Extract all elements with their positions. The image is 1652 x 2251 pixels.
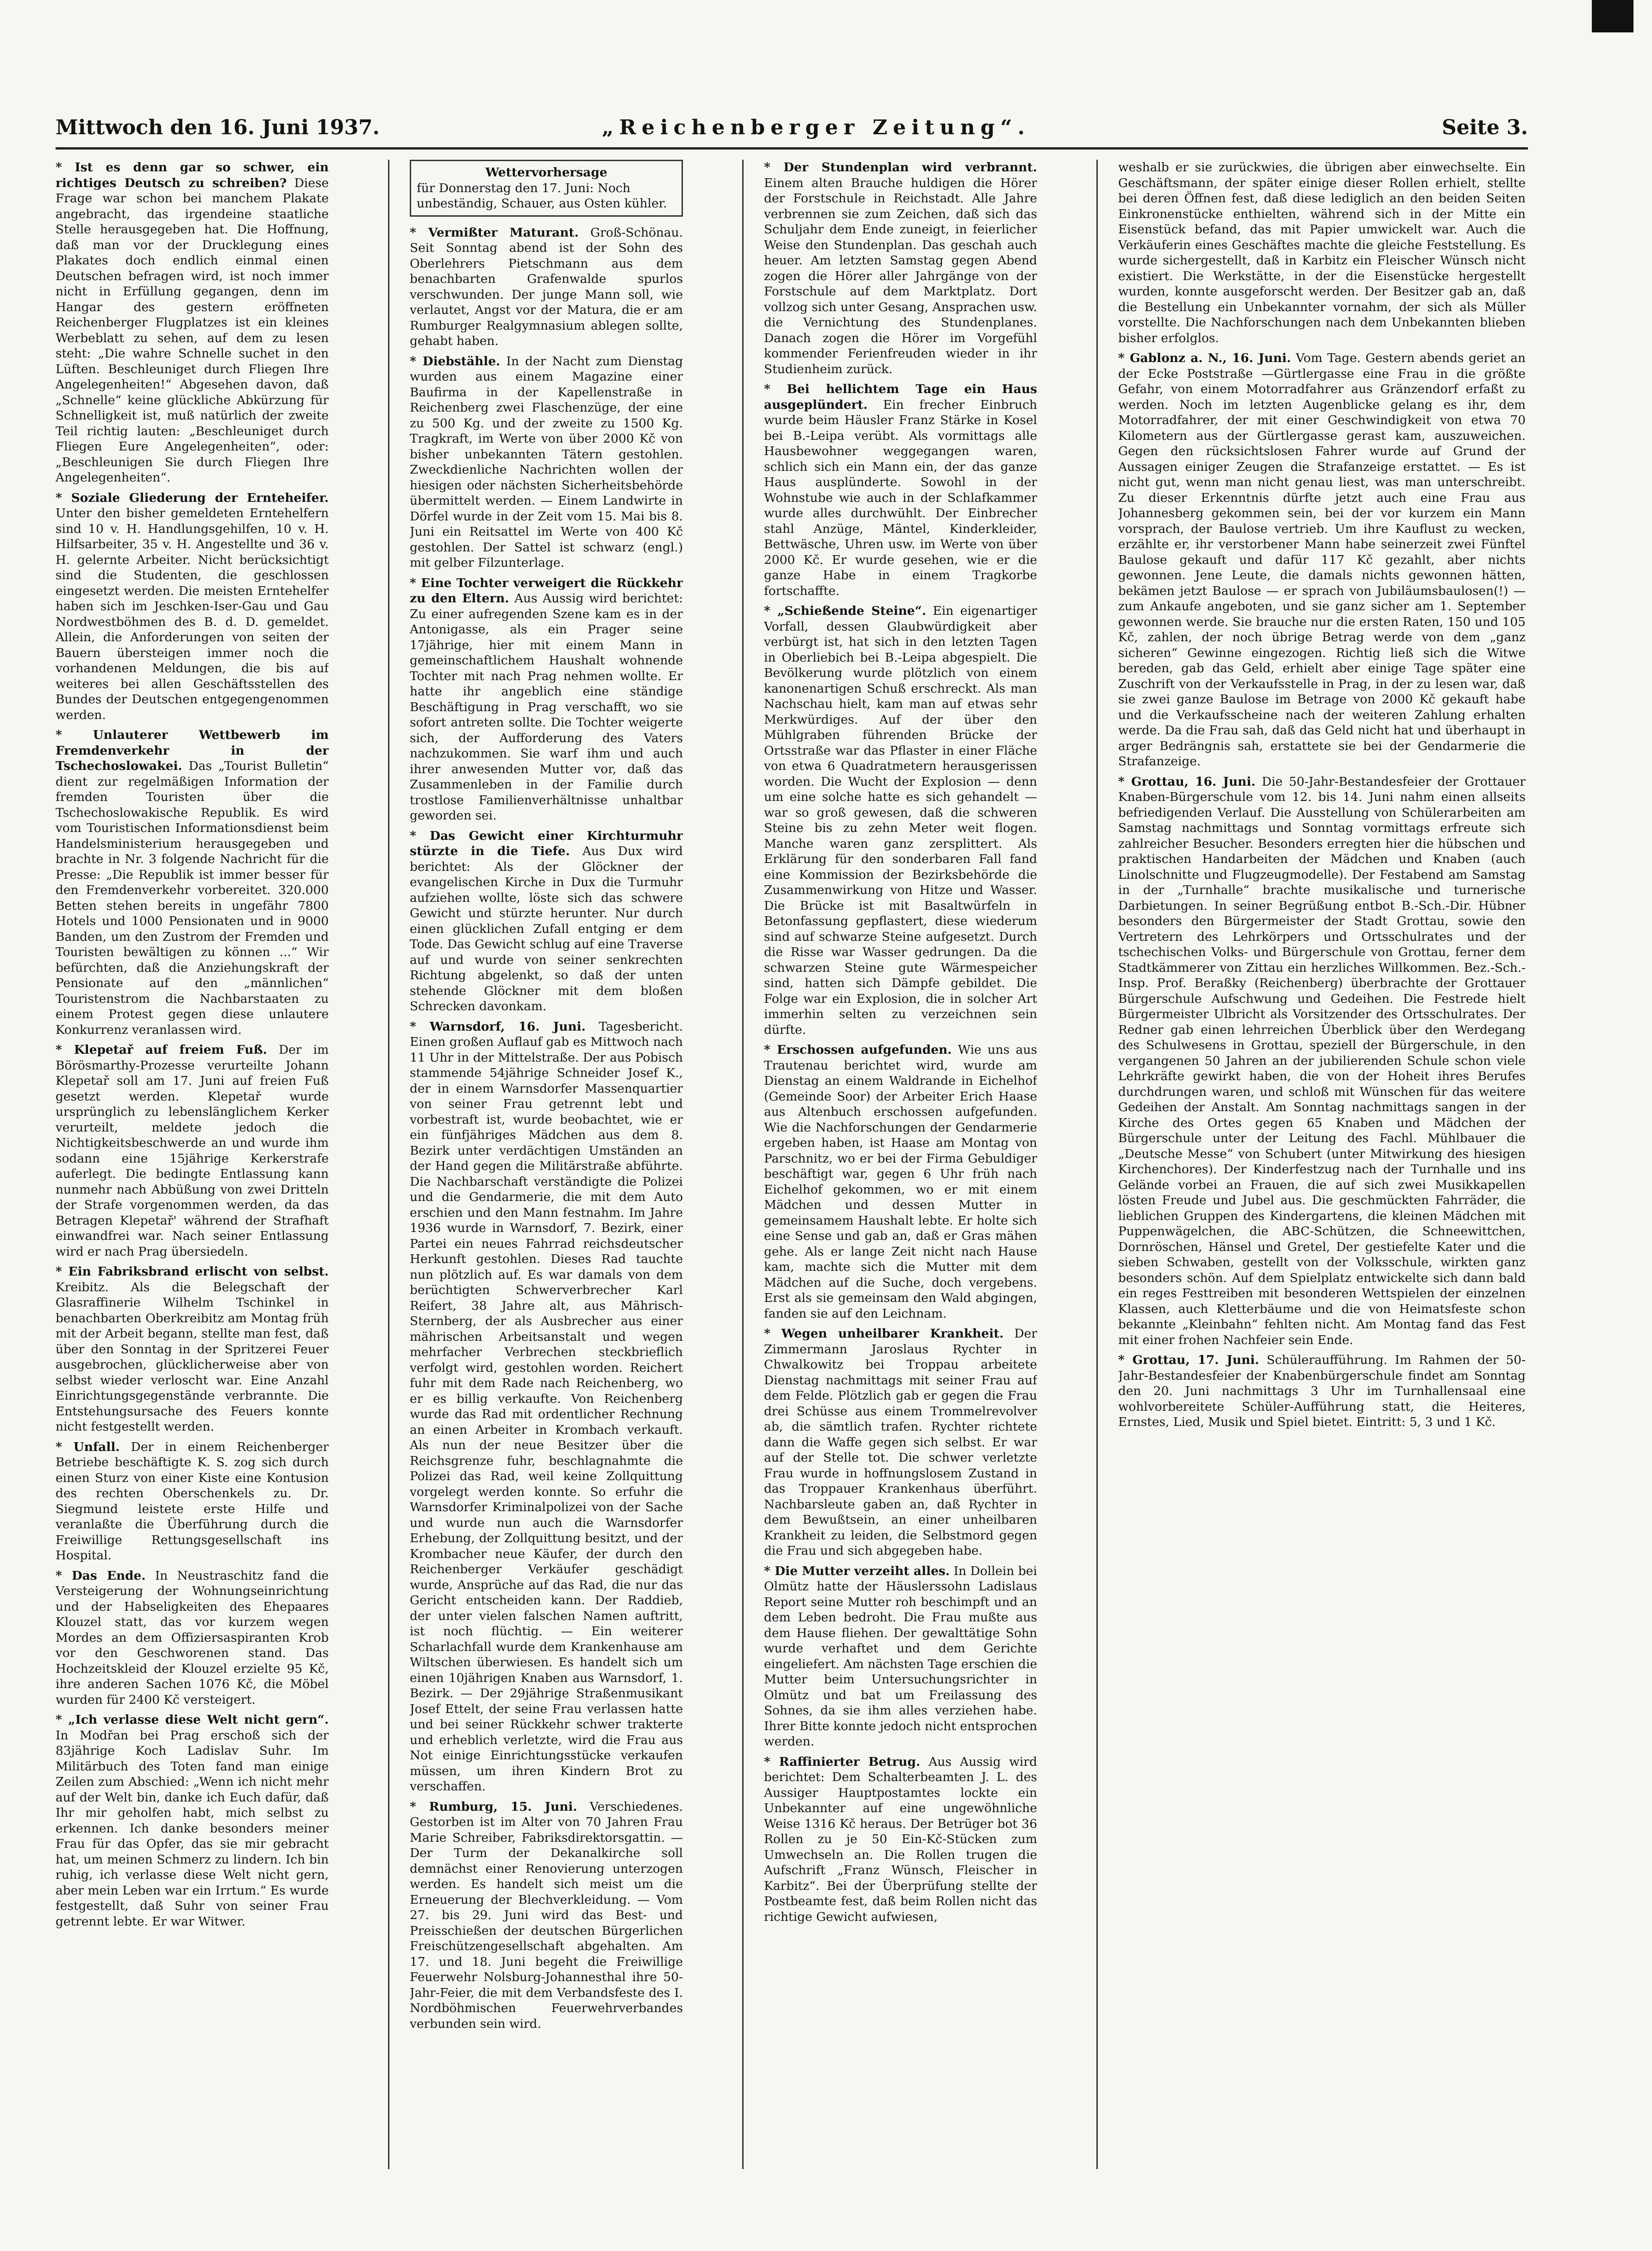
article-headline: * Soziale Gliederung der Ernteheifer. [56,490,329,505]
article-body: In Dollein bei Olmütz hatte der Häuslerssohn Ladislaus Report seine Mutter roh beschimpft und an dem Leben bedroht. Die Frau mußte aus dem Hause fliehen. Der gewalttätige Sohn wurde verhaftet und dem Gerichte eingeliefert. Am nächsten Tage erschien die Mutter beim Untersuchungsrichter in Olmütz und bat um Freilassung des Sohnes, da sie ihm alles verziehen habe. Ihrer Bitte konnte jedoch nicht entsprochen werden. [764,1563,1037,1749]
article-body: Ein frecher Einbruch wurde beim Häusler Franz Stärke in Kosel bei B.-Leipa verübt. Als vormittags alle Hausbewohner weggegangen waren, schlich sich ein Mann ein, der das ganze Haus ausplünderte. Sowohl in der Wohnstube wie auch in der Schlafkammer wurde alles durchwühlt. Der Einbrecher stahl Anzüge, Mäntel, Kinderkleider, Bettwäsche, Uhren usw. im Werte von über 2000 Kč. Er wurde gesehen, wie er die ganze Habe in einem Tragkorbe fortschaffte. [764,397,1037,598]
news-article [410,828,683,1014]
news-article [56,1439,329,1563]
article-body: Schüleraufführung. Im Rahmen der 50-Jahr-Bestandesfeier der Knabenbürgerschule findet am Sonntag den 20. Juni nachmittags 3 Uhr im Turnhallensaal eine wohlvorbereitete Schüler-Aufführung statt, die Heiteres, Ernstes, Lied, Musik und Spiel bietet. Eintritt: 5, 3 und 1 Kč. [1118,1353,1526,1429]
news-article [410,225,683,349]
article-body: Tagesbericht. Einen großen Auflauf gab es Mittwoch nach 11 Uhr in der Mittelstraße. Der aus Pobisch stammende 54jährige Schneider Josef K., der in einem Warnsdorfer Massenquartier von seiner Frau getrennt lebt und vorbestraft ist, wurde beobachtet, wie er ein fünfjähriges Mädchen aus dem 8. Bezirk unter verdächtigen Umständen an der Hand gegen die Militärstraße abführte. Die Nachbarschaft verständigte die Polizei und die Gendarmerie, die mit dem Auto erschien und den Mann festnahm. Im Jahre 1936 wurde in Warnsdorf, 7. Bezirk, einer Partei ein neues Fahrrad reichsdeutscher Herkunft gestohlen. Dieses Rad tauchte nun plötzlich auf. Es war damals von dem berüchtigten Schwerverbrecher Karl Reifert, 38 Jahre alt, aus Mährisch-Sternberg, der als Ausbrecher aus einer mährischen Arbeitsanstalt und wegen mehrfacher Verbrechen steckbrieflich verfolgt wird, gestohlen worden. Reichert fuhr mit dem Rade nach Reichenberg, wo er es billig verkaufte. Von Reichenberg wurde das Rad mit ordentlicher Rechnung an einen Arbeiter in Krombach verkauft. Als nun der neue Besitzer über die Reichsgrenze fuhr, beschlagnahmte die Polizei das Rad, weil keine Zollquittung vorgelegt werden konnte. So erfuhr die Warnsdorfer Kriminalpolizei von der Sache und wurde nun auch die Warnsdorfer Erhebung, der Zollquittung besitzt, und der Krombacher neue Käufer, der durch den Reichenberger Verkäufer geschädigt wurde, Ansprüche auf das Rad, die nur das Gericht entscheiden kann. Der Raddieb, der unter vielen falschen Namen auftritt, ist noch flüchtig. — Ein weiterer Scharlachfall wurde dem Krankenhause am Wiltschen überwiesen. Es handelt sich um einen 10jährigen Knaben aus Warnsdorf, 1. Bezirk. — Der 29jährige Straßenmusikant Josef Ettelt, der seine Frau verlassen hatte und bei seiner Rückkehr schwer trakterte und erheblich verletzte, wird die Frau aus Not einige Einrichtungsstücke verkaufen müssen, um ihren Kindern Brot zu verschaffen. [410,1019,683,1794]
weather-text: für Donnerstag den 17. Juni: Noch unbeständig, Schauer, aus Osten kühler. [417,181,667,211]
article-body: weshalb er sie zurückwies, die übrigen aber einwechselte. Ein Geschäftsmann, der später einige dieser Rollen erhielt, stellte bei deren Öffnen fest, daß diese lediglich an den beiden Seiten Einkronenstücke enthielten, während sich in der Mitte ein Eisenstück befand, das mit Papier umwickelt war. Auch die Verkäuferin eines Geschäftes machte die gleiche Feststellung. Es wurde sichergestellt, daß in Karbitz ein Fleischer Wünsch nicht existiert. Die Werkstätte, in der die Eisenstücke hergestellt wurden, konnte ausgeforscht werden. Der Besitzer gab an, daß die Bestellung ein Unbekannter vornahm, der sich als Müller vorstellte. Die Nachforschungen nach dem Unbekannten blieben bisher erfolglos. [1118,160,1526,345]
article-headline: * Klepetař auf freiem Fuß. [56,1043,267,1057]
article-headline: * Unfall. [56,1439,120,1454]
article-body: In Neustraschitz fand die Versteigerung der Wohnungseinrichtung und der Habseligkeiten des Ehepaares Klouzel statt, das vor kurzem wegen Mordes an dem Offiziersaspiranten Krob vor den Geschworenen stand. Das Hochzeitskleid der Klouzel erzielte 95 Kč, ihre anderen Sachen 1076 Kč, die Möbel wurden für 2400 Kč versteigert. [56,1568,329,1707]
weather-forecast-box [410,160,683,217]
article-headline: * Ist es denn gar so schwer, ein richtiges Deutsch zu schreiben? [56,160,329,190]
article-body: Aus Dux wird berichtet: Als der Glöckner der evangelischen Kirche in Dux die Turmuhr aufziehen wollte, löste sich das schwere Gewicht und stürzte herunter. Nur durch einen glücklichen Zufall entging er dem Tode. Das Gewicht schlug auf eine Traverse auf und wurde von seiner senkrechten Richtung abgelenkt, so daß der unten stehende Glöckner mit dem bloßen Schrecken davonkam. [410,844,683,1013]
article-headline: * Das Ende. [56,1568,146,1583]
article-headline: * Warnsdorf, 16. Juni. [410,1019,586,1034]
weather-title: Wettervorhersage [485,165,607,180]
column-divider [388,160,389,2169]
article-headline: * Bei hellichtem Tage ein Haus ausgeplündert. [764,382,1037,412]
article-headline: * Erschossen aufgefunden. [764,1043,952,1057]
newspaper-title: „Reichenberger Zeitung“. [602,116,1031,139]
news-article [1118,350,1526,769]
article-body: Der in einem Reichenberger Betriebe beschäftigte K. S. zog sich durch einen Sturz von einer Kiste eine Kontusion des rechten Oberschenkels zu. Dr. Siegmund leistete erste Hilfe und veranlaßte die Überführung durch die Freiwillige Rettungsgesellschaft ins Hospital. [56,1439,329,1563]
news-article [764,1042,1037,1321]
article-body: Einem alten Brauche huldigen die Hörer der Forstschule in Reichstadt. Alle Jahre verbrennen sie zum Zeichen, daß sich das Schuljahr dem Ende zuneigt, in feierlicher Weise den Stundenplan. Das geschah auch heuer. Am letzten Samstag gegen Abend zogen die Hörer aller Jahrgänge von der Forstschule auf dem Marktplatz. Dort vollzog sich unter Gesang, Ansprachen usw. die Vernichtung des Stundenplanes. Danach zogen die Hörer im Vorgefühl kommender Ferienfreuden wieder in ihr Studienheim zurück. [764,175,1037,376]
header-rule [56,147,1528,150]
article-headline: * Vermißter Maturant. [410,225,579,240]
article-body: Diese Frage war schon bei manchem Plakate angebracht, das irgendeine staatliche Stelle herausgegeben hat. Die Hoffnung, daß man vor der Drucklegung eines Plakates doch endlich einmal einen Deutschen befragen wird, ist noch immer nicht in Erfüllung gegangen, denn im Hangar des gestern eröffneten Reichenberger Flugplatzes ist ein kleines Werbeblatt zu sehen, auf dem zu lesen steht: „Die wahre Schnelle suchet in den Lüften. Beschleuniget durch Fliegen Ihre Angelegenheiten!“ Abgesehen davon, daß „Schnelle“ keine glückliche Abkürzung für Schnelligkeit ist, muß natürlich der zweite Teil richtig lauten: „Beschleuniget durch Fliegen Eure Angelegenheiten“, oder: „Beschleunigen Sie durch Fliegen Ihre Angelegenheiten“. [56,175,329,485]
article-body: Aus Aussig wird berichtet: Dem Schalterbeamten J. L. des Aussiger Hauptpostamtes lockte ein Unbekannter auf eine ungewöhnliche Weise 1316 Kč heraus. Der Betrüger bot 36 Rollen zu je 50 Ein-Kč-Stücken zum Umwechseln an. Die Rollen trugen die Aufschrift „Franz Wünsch, Fleischer in Karbitz“. Bei der Überprüfung stellte der Postbeamte fest, daß beim Rollen nicht das richtige Gewicht aufwiesen, [764,1754,1037,1924]
article-headline: * Unlauterer Wettbewerb im Fremdenverkehr in der Tschechoslowakei. [56,728,329,773]
news-article [56,1712,329,1929]
article-headline: * Raffinierter Betrug. [764,1754,920,1769]
article-body: Das „Tourist Bulletin“ dient zur regelmäßigen Information der fremden Touristen über die Tschechoslowakische Republik. Es wird vom Touristischen Informationsdienst beim Handelsministerium herausgegeben und brachte in Nr. 3 folgende Nachricht für die Presse: „Die Republik ist immer besser für den Fremdenverkehr vorbereitet. 320.000 Betten stehen bereits in ungefähr 7800 Hotels und 1000 Pensionaten und in 9000 Banden, um den Zustrom der Fremden und Touristen bewältigen zu können ...“ Wir befürchten, daß die Anziehungskraft der Pensionate auf den „männlichen“ Touristenstrom die Nachbarstaaten zu einem Protest gegen diese unlautere Konkurrenz veranlassen wird. [56,759,329,1037]
article-headline: * Grottau, 16. Juni. [1118,774,1256,789]
article-headline: * Die Mutter verzeiht alles. [764,1563,950,1578]
article-body: Kreibitz. Als die Belegschaft der Glasraffinerie Wilhelm Tschinkel in benachbarten Oberkreibitz am Montag früh mit der Arbeit begann, stellte man fest, daß über den Sonntag in der Spritzerei Feuer ausgebrochen, glücklicherweise aber von selbst wieder verloscht war. Eine Anzahl Einrichtungsgegenstände verbrannte. Die Entstehungsursache des Feuers konnte nicht festgestellt werden. [56,1280,329,1434]
article-headline: * Eine Tochter verweigert die Rückkehr zu den Eltern. [410,575,683,606]
article-headline: * Wegen unheilbarer Krankheit. [764,1326,1004,1341]
article-body: Verschiedenes. Gestorben ist im Alter von 70 Jahren Frau Marie Schreiber, Fabriksdirektorsgattin. — Der Turm der Dekanalkirche soll demnächst einer Renovierung unterzogen werden. Es handelt sich meist um die Erneuerung der Blechverkleidung. — Vom 27. bis 29. Juni wird das Best- und Preisschießen der deutschen Bürgerlichen Freischützengesellschaft abgehalten. Am 17. und 18. Juni begeht die Freiwillige Feuerwehr Nolsburg-Johannesthal ihre 50-Jahr-Feier, die mit dem Verbandsfeste des I. Nordböhmischen Feuerwehrverbandes verbunden sein wird. [410,1799,683,2031]
news-article [764,1754,1037,1925]
article-body: In der Nacht zum Dienstag wurden aus einem Magazine einer Baufirma in der Kapellenstraße in Reichenberg zwei Flaschenzüge, der eine zu 500 Kg. und der zweite zu 1500 Kg. Tragkraft, im Werte von über 2000 Kč von bisher unbekannten Tätern gestohlen. Zweckdienliche Nachrichten wollen der hiesigen oder nächsten Sicherheitsbehörde übermittelt werden. — Einem Landwirte in Dörfel wurde in der Zeit vom 15. Mai bis 8. Juni ein Reitsattel im Werte von 400 Kč gestohlen. Der Sattel ist schwarz (engl.) mit gelber Filzunterlage. [410,354,683,570]
article-headline: * Diebstähle. [410,354,501,369]
page-header [56,116,1528,144]
news-article [56,490,329,723]
column-divider [1096,160,1098,2169]
header-date: Mittwoch den 16. Juni 1937. [56,116,380,139]
column-2 [410,160,683,2197]
article-headline: * Rumburg, 15. Juni. [410,1799,577,1814]
news-article [56,727,329,1038]
article-body: Der Zimmermann Jaroslaus Rychter in Chwalkowitz bei Troppau arbeitete Dienstag nachmittags mit seiner Frau auf dem Felde. Plötzlich gab er gegen die Frau drei Schüsse aus einem Trommelrevolver ab, die sämtlich trafen. Rychter richtete dann die Waffe gegen sich selbst. Er war auf der Stelle tot. Die schwer verletzte Frau wurde in hoffnungslosem Zustand in das Troppauer Krankenhaus überführt. Nachbarsleute gaben an, daß Rychter in dem Bewußtsein, an einer unheilbaren Krankheit zu leiden, die Selbstmord gegen die Frau und sich abgegeben habe. [764,1326,1037,1558]
article-body: Vom Tage. Gestern abends geriet an der Ecke Poststraße —Gürtlergasse eine Frau in die größte Gefahr, von einem Motorradfahrer aus Gränzendorf erfaßt zu werden. Noch im letzten Augenblicke gelang es ihr, dem Motorradfahrer, der mit einer Geschwindigkeit von etwa 70 Kilometern aus der Gürtlergasse gerast kam, auszuweichen. Gegen den rücksichtslosen Fahrer wurde auf Grund der Aussagen einiger Zeugen die Strafanzeige erstattet. — Es ist nicht gut, wenn man nicht genau liest, was man unterschreibt. Zu dieser Erkenntnis dürfte jetzt auch eine Frau aus Johannesberg gekommen sein, bei der vor kurzem ein Mann vorsprach, der Baulose vertrieb. Um ihre Kauflust zu wecken, erzählte er, ihr verstorbener Mann habe seinerzeit zwei Fünftel Baulose gekauft und dafür 117 Kč gezahlt, aber nichts gewonnen. Jene Leute, die damals nichts gewonnen hätten, bekämen jetzt Baulose — er sprach von Jubiläumsbaulosen(!) — zum Ankaufe angeboten, und sie ganz sicher am 1. September gewonnen werde. Sie brauche nur die ersten Raten, 150 und 105 Kč, zahlen, der noch übrige Betrag werde von dem „ganz sicheren“ Gewinne eingezogen. Richtig ließ sich die Witwe bereden, gab das Geld, erhielt aber einige Tage später eine Zuschrift von der Verkaufsstelle in Prag, in der zu lesen war, daß sie zwei ganze Baulose im Betrage von 2000 Kč gekauft habe und die Verkaufsscheine nach der weiteren Zahlung erhalten werde. Da die Frau sah, daß das Geld nicht hat und überhaupt in arger Bedrängnis sah, erstattete sie bei der Gendarmerie die Strafanzeige. [1118,351,1526,769]
column-divider [742,160,744,2169]
page-number: Seite 3. [1441,116,1528,139]
column-3 [764,160,1037,2197]
article-headline: * Der Stundenplan wird verbrannt. [764,160,1037,175]
news-article [1118,1352,1526,1430]
news-article [56,1042,329,1259]
news-article [410,1019,683,1795]
news-article [410,354,683,571]
article-headline: * Das Gewicht einer Kirchturmuhr stürzte in die Tiefe. [410,828,683,858]
corner-mark [1592,0,1633,32]
news-article [1118,774,1526,1348]
article-headline: * „Ich verlasse diese Welt nicht gern“. [56,1713,329,1727]
news-article [56,1264,329,1435]
column-1 [56,160,329,2197]
article-body: Wie uns aus Trautenau berichtet wird, wurde am Dienstag an einem Waldrande in Eichelhof (Gemeinde Soor) der Arbeiter Erich Haase aus Altenbuch erschossen aufgefunden. Wie die Nachforschungen der Gendarmerie ergeben haben, ist Haase am Montag von Parschnitz, wo er bei der Firma Gebuldiger beschäftigt war, gegen 6 Uhr früh nach Eichelhof gekommen, wo er mit einem Mädchen und dessen Mutter in gemeinsamem Haushalt lebte. Er holte sich eine Sense und gab an, daß er Gras mähen gehe. Als er lange Zeit nicht nach Hause kam, machte sich die Mutter mit dem Mädchen auf die Suche, doch vergebens. Erst als sie gemeinsam den Wald abgingen, fanden sie auf den Leichnam. [764,1043,1037,1321]
article-headline: * Ein Fabriksbrand erlischt von selbst. [56,1264,329,1279]
article-body: Aus Aussig wird berichtet: Zu einer aufregenden Szene kam es in der Antonigasse, als ein Prager seine 17jährige, hier mit einem Mann in gemeinschaftlichem Haushalt wohnende Tochter mit nach Prag nehmen wollte. Er hatte ihr angeblich eine ständige Beschäftigung in Prag verschafft, wo sie sofort antreten sollte. Die Tochter weigerte sich, der Aufforderung des Vaters nachzukommen. Sie warf ihm und auch ihrer anwesenden Mutter vor, daß das Zusammenleben in der Familie durch trostlose Familienverhältnisse unhaltbar geworden sei. [410,591,683,823]
news-article [764,603,1037,1038]
article-body: Ein eigenartiger Vorfall, dessen Glaubwürdigkeit aber verbürgt ist, hat sich in den letzten Tagen in Oberliebich bei B.-Leipa abgespielt. Die Bevölkerung wurde plötzlich von einem kanonenartigen Schuß erschreckt. Als man Nachschau hielt, kam man auf etwas sehr Merkwürdiges. Auf der über den Mühlgraben führenden Brücke der Ortsstraße war das Pflaster in einer Fläche von etwa 6 Quadratmetern herausgerissen worden. Die Wucht der Explosion — denn um eine solche hatte es sich gehandelt — war so groß gewesen, daß die schweren Steine bis zu zehn Meter weit flogen. Manche waren ganz zersplittert. Als Erklärung für den sonderbaren Fall fand eine Kommission der Bezirksbehörde die Zusammenwirkung von Hitze und Wasser. Die Brücke ist mit Basaltwürfeln in Betonfassung gepflastert, diese wiederum sind auf schwarze Steine aufgesetzt. Durch die Risse war Wasser gedrungen. Da die schwarzen Steine gute Wärmespeicher sind, hatten sich Dämpfe gebildet. Die Folge war ein Explosion, die in solcher Art immerhin selten zu verzeichnen sein dürfte. [764,604,1037,1037]
news-article [410,1799,683,2032]
article-body: Unter den bisher gemeldeten Erntehelfern sind 10 v. H. Handlungsgehilfen, 10 v. H. Hilfsarbeiter, 35 v. H. Angestellte und 36 v. H. gelernte Arbeiter. Nicht berücksichtigt sind die Studenten, die geschlossen eingesetzt werden. Die meisten Erntehelfer haben sich im Jeschken-Iser-Gau und Gau Nordwestböhmen des B. d. D. gemeldet. Allein, die Anforderungen von seiten der Bauern übersteigen immer noch die vorhandenen Meldungen, die bis auf weiteres bei allen Geschäftsstellen des Bundes der Deutschen entgegengenommen werden. [56,506,329,722]
article-body: In Modřan bei Prag erschoß sich der 83jährige Koch Ladislav Suhr. Im Militärbuch des Toten fand man einige Zeilen zum Abschied: „Wenn ich nicht mehr auf der Welt bin, danke ich Euch dafür, daß Ihr mir geholfen habt, mich selbst zu erkennen. Ich danke besonders meiner Frau für das Opfer, das sie mir gebracht hat, um meinen Schmerz zu lindern. Ich bin ruhig, ich verlasse diese Welt nicht gern, aber mein Leben war ein Irrtum.“ Es wurde festgestellt, daß Suhr von seiner Frau getrennt lebte. Er war Witwer. [56,1728,329,1929]
article-headline: * Gablonz a. N., 16. Juni. [1118,351,1291,365]
news-article [1118,160,1526,346]
column-4 [1118,160,1526,2197]
news-article [56,160,329,486]
news-article [410,575,683,824]
article-headline: * Grottau, 17. Juni. [1118,1353,1259,1367]
news-article [764,160,1037,377]
article-body: Die 50-Jahr-Bestandesfeier der Grottauer Knaben-Bürgerschule vom 12. bis 14. Juni nahm einen allseits befriedigenden Verlauf. Die Ausstellung von Schülerarbeiten am Samstag nachmittags und Sonntag vormittags erfreute sich zahlreicher Besucher. Besonders erregten hier die hübschen und praktischen Handarbeiten der Mädchen und Knaben (auch Linolschnitte und Flugzeugmodelle). Der Festabend am Samstag in der „Turnhalle“ brachte musikalische und turnerische Darbietungen. In seiner Begrüßung entbot B.-Sch.-Dir. Hübner besonders den Bürgermeister der Stadt Grottau, sowie den Vertretern des Lehrkörpers und Ortsschulrates und der tschechischen Volks- und Bürgerschule von Grottau, ferner dem Stadtkämmerer von Zittau ein herzliches Willkommen. Bez.-Sch.-Insp. Prof. Beraßky (Reichenberg) überbrachte der Grottauer Bürgerschule Aufschwung und Gedeihen. Die Festrede hielt Bürgermeister Ulbricht als Vorsitzender des Ortsschulrates. Der Redner gab einen lehrreichen Überblick über den Werdegang des Schulwesens in Grottau, speziell der Bürgerschule, in den vergangenen 50 Jahren an der jubilierenden Schule schon viele Lehrkräfte gewirkt haben, die von der Hoheit ihres Berufes durchdrungen waren, und schloß mit Wünschen für das weitere Gedeihen der Anstalt. Am Sonntag nachmittags sangen in der Kirche des Ortes gegen 65 Knaben und Mädchen der Bürgerschule unter der Leitung des Fachl. Mühlbauer die „Deutsche Messe“ von Schubert (unter Mitwirkung des hiesigen Kirchenchores). Der Kinderfestzug nach der Turnhalle und ins Gelände vorbei an Frauen, die auf sich zwei Musikkapellen lösten Freude und Jubel aus. Die geschmückten Fahrräder, die lieblichen Gruppen des Kindergartens, die kleinen Mädchen mit Puppenwägelchen, die ABC-Schützen, die Schneewittchen, Dornröschen, Hänsel und Gretel, Der gestiefelte Kater und die sieben Schwaben, gestellt von der Volksschule, wirkten ganz besonders schön. Auf dem Spielplatz entwickelte sich dann bald ein reges Festtreiben mit besonderen Wettspielen der einzelnen Klassen, auch Kletterbäume und die von Heimatsfeste schon bekannte „Kleinbahn“ fehlten nicht. Am Montag fand das Fest mit einer frohen Nachfeier sein Ende. [1118,774,1526,1347]
article-body: Der im Börösmarthy-Prozesse verurteilte Johann Klepetař soll am 17. Juni auf freien Fuß gesetzt werden. Klepetař wurde ursprünglich zu lebenslänglichem Kerker verurteilt, meldete jedoch die Nichtigkeitsbeschwerde an und wurde ihm sodann eine 15jährige Kerkerstrafe auferlegt. Die bedingte Entlassung kann nunmehr nach Abbüßung von zwei Dritteln der Strafe vorgenommen werden, da das Betragen Klepetař' während der Strafhaft einwandfrei war. Nach seiner Entlassung wird er nach Prag übersiedeln. [56,1043,329,1259]
news-article [56,1568,329,1708]
news-article [764,1326,1037,1559]
news-article [764,1563,1037,1750]
news-article [764,381,1037,599]
article-headline: * „Schießende Steine“. [764,604,926,618]
article-body: Groß-Schönau. Seit Sonntag abend ist der Sohn des Oberlehrers Pietschmann aus dem benachbarten Grafenwalde spurlos verschwunden. Der junge Mann soll, wie verlautet, Angst vor der Matura, die er am Rumburger Realgymnasium ablegen sollte, gehabt haben. [410,225,683,348]
